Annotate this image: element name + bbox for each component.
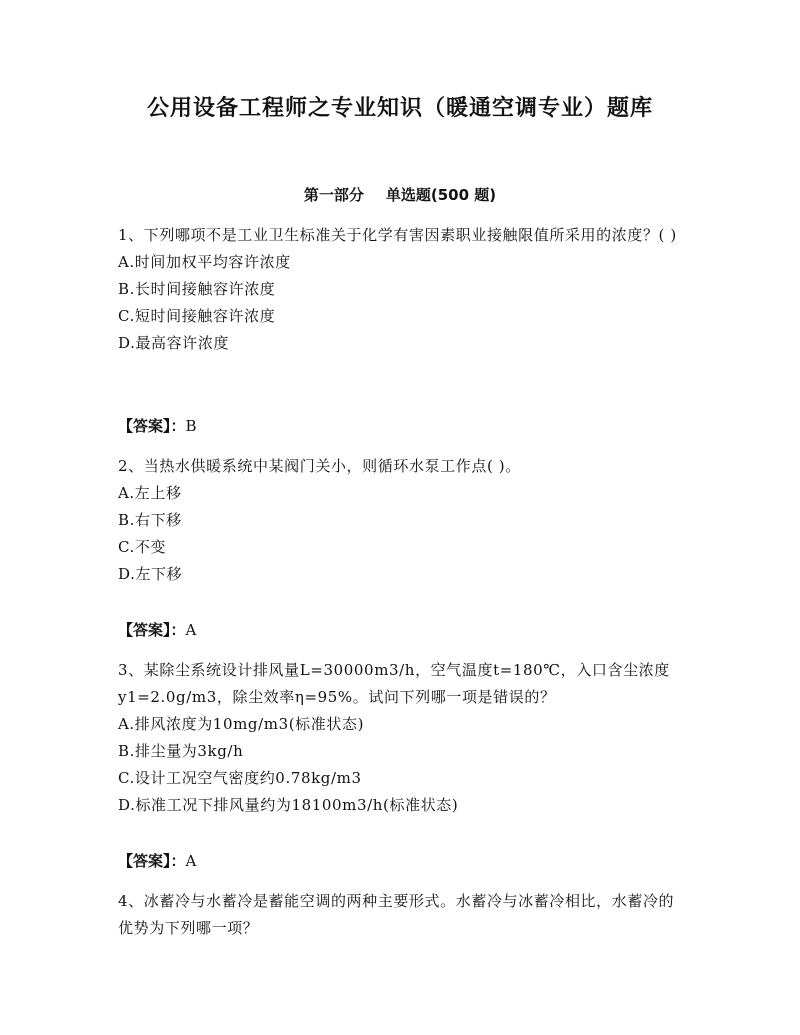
- question-4: [118, 888, 688, 942]
- document-title: 公用设备工程师之专业知识（暖通空调专业）题库: [146, 96, 653, 121]
- option-d: D.标准工况下排风量约为18100m3/h(标准状态): [118, 796, 459, 814]
- answer-value: A: [185, 852, 197, 870]
- question-2: [118, 453, 688, 588]
- option-b: B.右下移: [118, 511, 182, 529]
- option-c: C.不变: [118, 538, 167, 556]
- option-b: B.排尘量为3kg/h: [118, 742, 244, 760]
- answer-label: 【答案】：: [118, 417, 186, 435]
- option-d: D.左下移: [118, 565, 183, 583]
- option-a: A.排风浓度为10mg/m3(标准状态): [118, 715, 365, 733]
- question-stem: 3、某除尘系统设计排风量L=30000m3/h，空气温度t=180℃，入口含尘浓度y1=2.0g/m3，除尘效率η=95%。试问下列哪一项是错误的？: [118, 661, 670, 706]
- option-a: A.左上移: [118, 484, 182, 502]
- option-c: C.短时间接触容许浓度: [118, 307, 276, 325]
- section-heading: [0, 183, 800, 207]
- answer-label: 【答案】：: [118, 852, 186, 870]
- question-3: [118, 657, 688, 819]
- option-d: D.最高容许浓度: [118, 334, 230, 352]
- option-c: C.设计工况空气密度约0.78kg/m3: [118, 769, 362, 787]
- answer-label: 【答案】：: [118, 621, 186, 639]
- option-a: A.时间加权平均容许浓度: [118, 253, 291, 271]
- option-b: B.长时间接触容许浓度: [118, 280, 276, 298]
- question-1: [118, 222, 688, 357]
- section-name: 单选题(500 题): [385, 186, 497, 204]
- answer-1: [118, 413, 197, 440]
- answer-2: [118, 617, 196, 644]
- answer-value: A: [185, 621, 197, 639]
- answer-3: [118, 848, 196, 875]
- question-stem: 2、当热水供暖系统中某阀门关小，则循环水泵工作点( )。: [118, 457, 521, 475]
- question-stem: 4、冰蓄冷与水蓄冷是蓄能空调的两种主要形式。水蓄冷与冰蓄冷相比，水蓄冷的优势为下列哪一项？: [118, 892, 675, 937]
- answer-value: B: [185, 417, 197, 435]
- question-stem: 1、下列哪项不是工业卫生标准关于化学有害因素职业接触限值所采用的浓度？( ): [118, 226, 677, 244]
- section-part: 第一部分: [303, 186, 364, 204]
